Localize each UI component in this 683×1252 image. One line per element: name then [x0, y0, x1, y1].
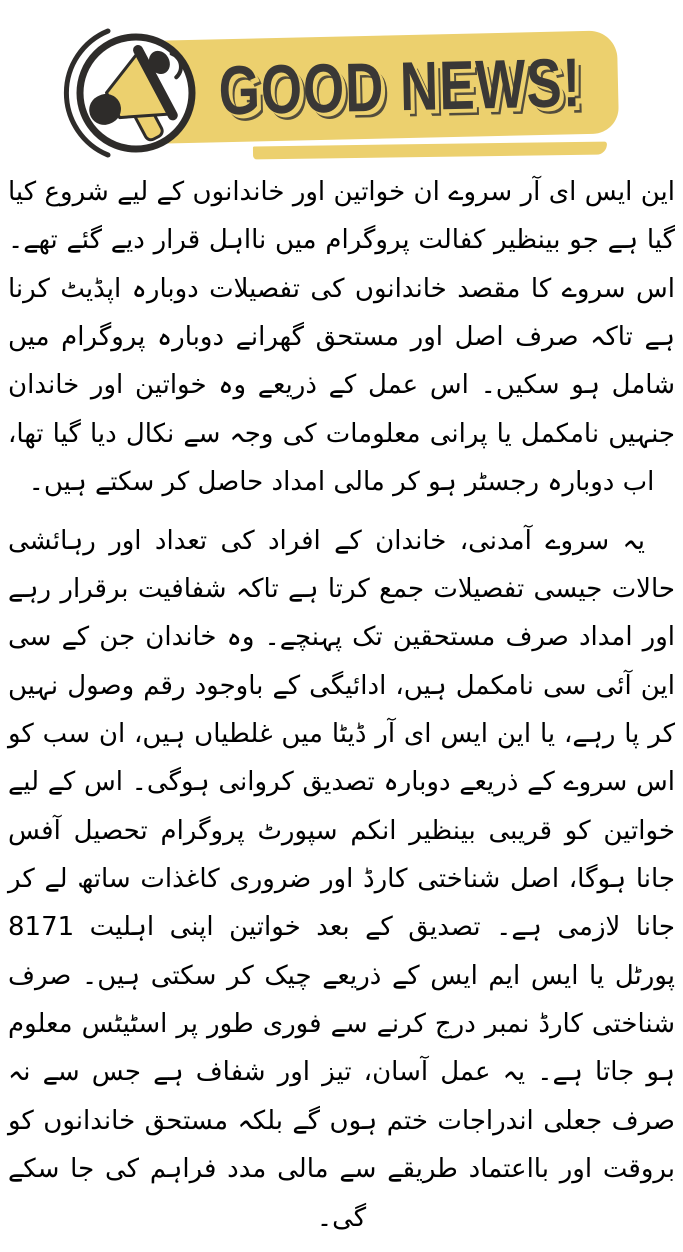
banner-title: GOOD NEWS! [217, 44, 583, 130]
banner-underline [253, 142, 607, 160]
paragraph-1: این ایس ای آر سروے ان خواتین اور خاندانوں کے لیے شروع کیا گیا ہے جو بینظیر کفالت پروگرام میں نااہل قرار دیے گئے تھے۔ اس سروے کا مقصد خاندانوں کی تفصیلات دوبارہ اپڈیٹ کرنا ہے تاکہ صرف اصل اور مستحق گھرانے دوبارہ پروگرام میں شامل ہو سکیں۔ اس عمل کے ذریعے وہ خواتین اور خاندان جنہیں نامکمل یا پرانی معلومات کی وجہ سے نکال دیا گیا تھا، اب دوبارہ رجسٹر ہو کر مالی امداد حاصل کر سکتے ہیں۔ [8, 177, 675, 498]
paragraph-2: یہ سروے آمدنی، خاندان کے افراد کی تعداد اور رہائشی حالات جیسی تفصیلات جمع کرتا ہے تاکہ شفافیت برقرار رہے اور امداد صرف مستحقین تک پہنچے۔ وہ خاندان جن کے سی این آئی سی نامکمل ہیں، ادائیگی کے باوجود رقم وصول نہیں کر پا رہے، یا این ایس ای آر ڈیٹا میں غلطیاں ہیں، ان سب کو اس سروے کے ذریعے دوبارہ تصدیق کروانی ہوگی۔ اس کے لیے خواتین کو قریبی بینظیر انکم سپورٹ پروگرام تحصیل آفس جانا ہوگا، اصل شناختی کارڈ اور ضروری کاغذات ساتھ لے کر جانا لازمی ہے۔ تصدیق کے بعد خواتین اپنی اہلیت 8171 پورٹل یا ایس ایم ایس کے ذریعے چیک کر سکتی ہیں۔ صرف شناختی کارڈ نمبر درج کرنے سے فوری طور پر اسٹیٹس معلوم ہو جاتا ہے۔ یہ عمل آسان، تیز اور شفاف ہے جس سے نہ صرف جعلی اندراجات ختم ہوں گے بلکہ مستحق خاندانوں کو بروقت اور بااعتماد طریقے سے مالی مدد فراہم کی جا سکے گی۔ [8, 525, 675, 1233]
article [8, 168, 675, 1252]
good-news-header [0, 0, 683, 165]
megaphone-icon [58, 18, 208, 168]
megaphone-badge [58, 18, 208, 168]
